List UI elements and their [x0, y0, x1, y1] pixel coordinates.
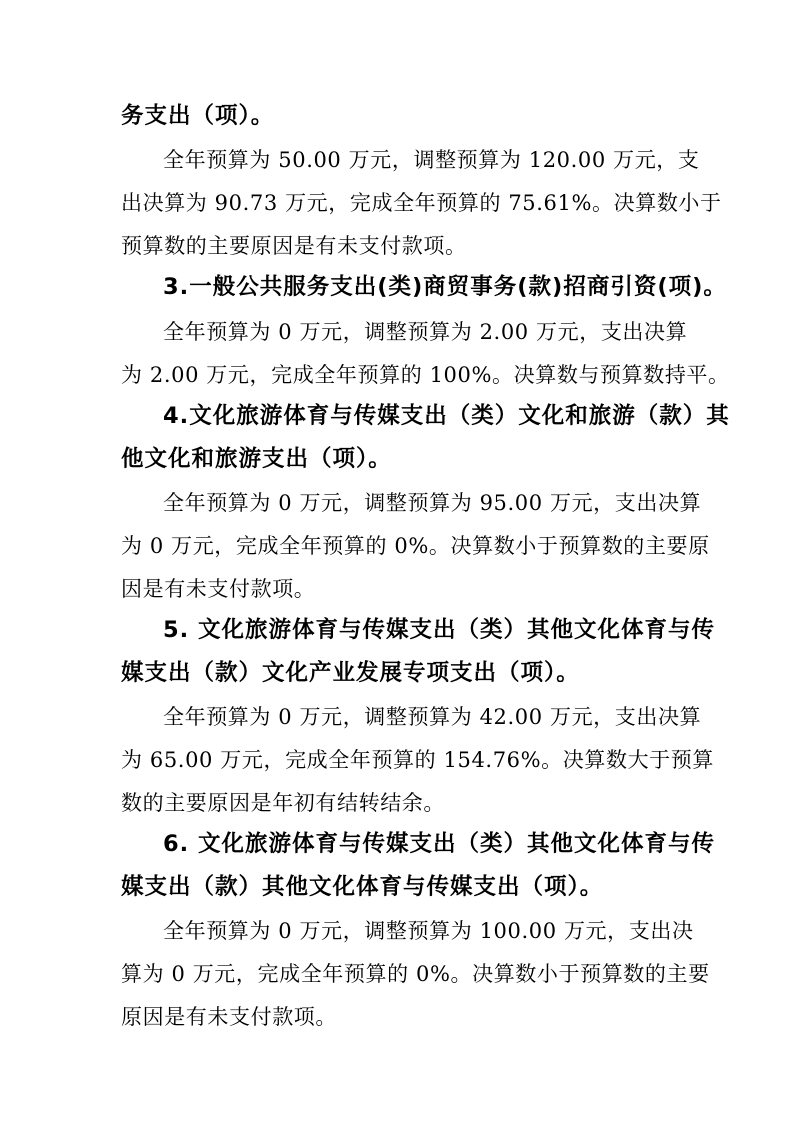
paragraph-line: 为 65.00 万元，完成全年预算的 154.76%。决算数大于预算 [121, 748, 714, 772]
paragraph-line: 原因是有未支付款项。 [121, 1005, 337, 1029]
paragraph-line: 预算数的主要原因是有未支付款项。 [121, 234, 467, 258]
paragraph-line: 全年预算为 50.00 万元，调整预算为 120.00 万元，支 [163, 148, 700, 172]
paragraph-line: 出决算为 90.73 万元，完成全年预算的 75.61%。决算数小于 [121, 191, 722, 215]
paragraph-line: 为 2.00 万元，完成全年预算的 100%。决算数与预算数持平。 [121, 363, 730, 387]
paragraph-line: 全年预算为 0 万元，调整预算为 2.00 万元，支出决算 [163, 320, 688, 344]
paragraph-line: 数的主要原因是年初有结转结余。 [121, 791, 445, 815]
paragraph-line: 算为 0 万元，完成全年预算的 0%。决算数小于预算数的主要 [121, 962, 710, 986]
paragraph-line: 全年预算为 0 万元，调整预算为 100.00 万元，支出决 [163, 919, 694, 943]
paragraph-line: 为 0 万元，完成全年预算的 0%。决算数小于预算数的主要原 [121, 534, 710, 558]
section-heading-line: 4.文化旅游体育与传媒支出（类）文化和旅游（款）其 [163, 403, 730, 429]
section-heading-line: 6. 文化旅游体育与传媒支出（类）其他文化体育与传 [163, 831, 716, 857]
paragraph-line: 全年预算为 0 万元，调整预算为 42.00 万元，支出决算 [163, 705, 702, 729]
section-heading-line: 媒支出（款）文化产业发展专项支出（项）。 [121, 660, 580, 686]
section-heading-line: 3.一般公共服务支出(类)商贸事务(款)招商引资(项)。 [163, 274, 727, 300]
paragraph-line: 全年预算为 0 万元，调整预算为 95.00 万元，支出决算 [163, 491, 702, 515]
paragraph-line: 因是有未支付款项。 [121, 577, 316, 601]
section-heading-line: 务支出（项）。 [121, 103, 275, 129]
section-heading-line: 他文化和旅游支出（项）。 [121, 446, 392, 472]
section-heading-line: 5. 文化旅游体育与传媒支出（类）其他文化体育与传 [163, 617, 716, 643]
section-heading-line: 媒支出（款）其他文化体育与传媒支出（项）。 [121, 874, 604, 900]
